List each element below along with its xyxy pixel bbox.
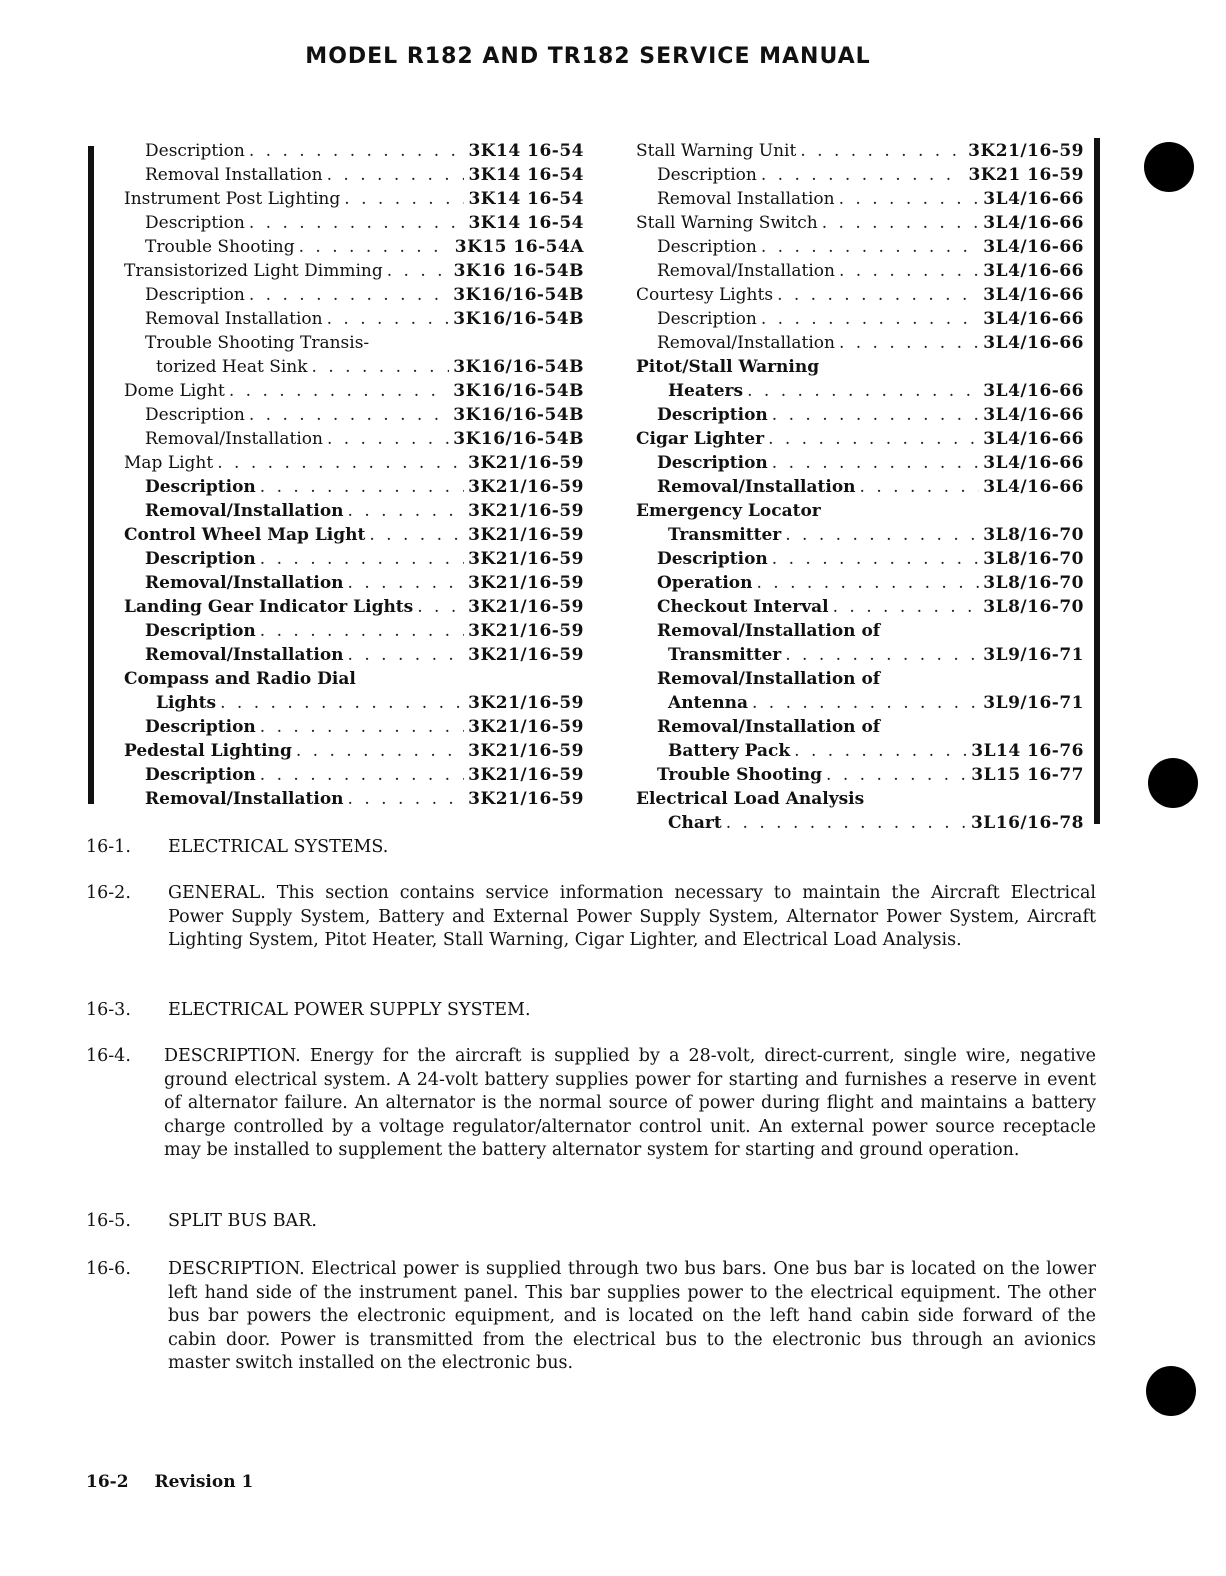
toc-entry-page-ref: 3K21/16-59 xyxy=(468,741,584,761)
leader-dots xyxy=(249,211,465,235)
toc-entry xyxy=(636,355,1084,379)
toc-entry xyxy=(124,499,584,523)
toc-entry-title: Description xyxy=(145,477,256,497)
toc-entry xyxy=(124,667,584,691)
toc-entry-page-ref: 3L4/16-66 xyxy=(983,453,1084,473)
toc-entry-title: Removal/Installation xyxy=(657,261,835,281)
toc-entry-page-ref: 3L8/16-70 xyxy=(983,525,1084,545)
toc-entry-page-ref: 3K21/16-59 xyxy=(468,573,584,593)
toc-entry xyxy=(124,259,584,283)
leader-dots xyxy=(794,739,967,763)
toc-entry xyxy=(124,235,584,259)
leader-dots xyxy=(747,379,979,403)
toc-entry-page-ref: 3L4/16-66 xyxy=(983,213,1084,233)
toc-entry-page-ref: 3L9/16-71 xyxy=(983,645,1084,665)
toc-entry xyxy=(636,523,1084,547)
toc-entry xyxy=(636,499,1084,523)
toc-entry xyxy=(124,763,584,787)
toc-entry xyxy=(124,355,584,379)
toc-entry-page-ref: 3L14 16-76 xyxy=(971,741,1084,761)
section-number: 16-6. xyxy=(86,1259,131,1279)
toc-entry-page-ref: 3K21/16-59 xyxy=(468,453,584,473)
toc-entry-page-ref: 3K14 16-54 xyxy=(468,141,584,161)
toc-entry-title: Cigar Lighter xyxy=(636,429,765,449)
toc-entry-page-ref: 3K16/16-54B xyxy=(453,381,584,401)
toc-entry-title: Description xyxy=(657,405,768,425)
section-16-4 xyxy=(86,1045,1096,1163)
leader-dots xyxy=(217,451,464,475)
toc-entry xyxy=(636,307,1084,331)
toc-entry-page-ref: 3K16/16-54B xyxy=(453,429,584,449)
toc-entry-title: Description xyxy=(145,285,245,305)
toc-entry xyxy=(636,163,1084,187)
toc-entry xyxy=(124,619,584,643)
toc-entry-title: Removal/Installation xyxy=(145,645,344,665)
toc-entry xyxy=(124,283,584,307)
leader-dots xyxy=(772,403,980,427)
revision-label: Revision 1 xyxy=(154,1472,254,1492)
leader-dots xyxy=(387,259,450,283)
toc-entry-title: Description xyxy=(145,549,256,569)
toc-entry-page-ref: 3K16/16-54B xyxy=(453,405,584,425)
toc-entry-title: Removal/Installation xyxy=(145,573,344,593)
section-16-2 xyxy=(86,882,1096,953)
leader-dots xyxy=(299,235,451,259)
toc-entry-page-ref: 3K21/16-59 xyxy=(468,525,584,545)
toc-entry-title: Removal Installation xyxy=(145,165,323,185)
toc-left-column xyxy=(124,139,584,811)
toc-entry xyxy=(124,211,584,235)
leader-dots xyxy=(800,139,964,163)
leader-dots xyxy=(348,787,465,811)
toc-entry-page-ref: 3K14 16-54 xyxy=(468,165,584,185)
toc-entry-title: Removal/Installation xyxy=(145,429,323,449)
toc-entry-page-ref: 3K16/16-54B xyxy=(453,309,584,329)
leader-dots xyxy=(260,763,464,787)
toc-entry xyxy=(636,571,1084,595)
toc-entry xyxy=(636,283,1084,307)
toc-entry-title: Pitot/Stall Warning xyxy=(636,357,820,377)
toc-entry-page-ref: 3L4/16-66 xyxy=(983,285,1084,305)
leader-dots xyxy=(757,571,980,595)
toc-entry xyxy=(636,595,1084,619)
toc-entry-page-ref: 3K16 16-54B xyxy=(453,261,584,281)
toc-entry-page-ref: 3L4/16-66 xyxy=(983,309,1084,329)
toc-entry-title: Emergency Locator xyxy=(636,501,821,521)
toc-entry xyxy=(124,139,584,163)
toc-entry-page-ref: 3K15 16-54A xyxy=(454,237,584,257)
leader-dots xyxy=(249,283,449,307)
leader-dots xyxy=(417,595,464,619)
section-text: ELECTRICAL POWER SUPPLY SYSTEM. xyxy=(168,1000,531,1020)
toc-entry-page-ref: 3K16/16-54B xyxy=(453,357,584,377)
toc-entry-title: Dome Light xyxy=(124,381,225,401)
toc-entry xyxy=(124,403,584,427)
toc-entry xyxy=(636,475,1084,499)
section-text: GENERAL. This section contains service information necessary to maintain the Aircraft Electrical Power Supply System, Battery and External Power Supply System, Alternator Power System, Aircraft Lighting System, Pitot Heater, Stall Warning, Cigar Lighter, and Electrical Load Analysis. xyxy=(168,883,1096,951)
toc-entry xyxy=(636,763,1084,787)
toc-entry xyxy=(636,739,1084,763)
toc-entry xyxy=(636,331,1084,355)
section-16-5 xyxy=(86,1210,1096,1234)
toc-entry-title: Removal/Installation of xyxy=(657,669,881,689)
page-footer xyxy=(86,1472,279,1492)
toc-entry xyxy=(124,787,584,811)
section-number: 16-3. xyxy=(86,1000,131,1020)
toc-entry-page-ref: 3K21 16-59 xyxy=(968,165,1084,185)
toc-entry-page-ref: 3K14 16-54 xyxy=(468,213,584,233)
toc-entry-title: Trouble Shooting Transis- xyxy=(145,333,370,353)
leader-dots xyxy=(761,307,979,331)
section-number: 16-4. xyxy=(86,1046,131,1066)
toc-entry-title: Description xyxy=(657,549,768,569)
leader-dots xyxy=(839,187,980,211)
toc-entry-title: Description xyxy=(657,165,757,185)
section-number: 16-5. xyxy=(86,1211,131,1231)
toc-entry-title: Transmitter xyxy=(668,645,782,665)
toc-entry-page-ref: 3K21/16-59 xyxy=(468,477,584,497)
toc-entry-title: Operation xyxy=(657,573,753,593)
toc-entry-title: Chart xyxy=(668,813,722,833)
toc-entry-page-ref: 3L9/16-71 xyxy=(983,693,1084,713)
toc-entry-page-ref: 3L4/16-66 xyxy=(983,189,1084,209)
toc-entry-title: Description xyxy=(145,765,256,785)
toc-entry-page-ref: 3K14 16-54 xyxy=(468,189,584,209)
toc-entry xyxy=(636,379,1084,403)
toc-entry xyxy=(124,523,584,547)
toc-entry xyxy=(636,211,1084,235)
toc-entry-page-ref: 3L4/16-66 xyxy=(983,333,1084,353)
toc-entry-title: torized Heat Sink xyxy=(156,357,308,377)
toc-entry xyxy=(636,451,1084,475)
toc-entry xyxy=(124,643,584,667)
toc-entry-title: Description xyxy=(145,405,245,425)
toc-entry-title: Description xyxy=(657,237,757,257)
leader-dots xyxy=(785,643,979,667)
toc-entry-title: Trouble Shooting xyxy=(145,237,295,257)
page-number: 16-2 xyxy=(86,1472,129,1492)
leader-dots xyxy=(726,811,967,835)
toc-entry xyxy=(124,595,584,619)
leader-dots xyxy=(761,163,965,187)
toc-entry-page-ref: 3L4/16-66 xyxy=(983,405,1084,425)
toc-entry-title: Removal Installation xyxy=(657,189,835,209)
toc-entry-title: Antenna xyxy=(668,693,748,713)
leader-dots xyxy=(839,259,979,283)
toc-entry-page-ref: 3L15 16-77 xyxy=(971,765,1084,785)
toc-entry-title: Battery Pack xyxy=(668,741,791,761)
toc-entry-page-ref: 3L4/16-66 xyxy=(983,237,1084,257)
toc-entry-title: Removal/Installation xyxy=(145,501,344,521)
leader-dots xyxy=(312,355,450,379)
toc-entry-title: Transmitter xyxy=(668,525,782,545)
toc-entry-page-ref: 3K21/16-59 xyxy=(468,597,584,617)
toc-entry xyxy=(636,715,1084,739)
toc-entry xyxy=(636,403,1084,427)
punch-hole-2 xyxy=(1148,758,1198,808)
toc-entry-title: Control Wheel Map Light xyxy=(124,525,366,545)
toc-entry-page-ref: 3K21/16-59 xyxy=(968,141,1084,161)
change-bar-left xyxy=(88,146,94,804)
leader-dots xyxy=(772,451,980,475)
leader-dots xyxy=(344,187,464,211)
toc-entry xyxy=(124,163,584,187)
section-16-6 xyxy=(86,1258,1096,1376)
toc-entry xyxy=(636,139,1084,163)
toc-entry-title: Removal/Installation of xyxy=(657,717,881,737)
toc-entry-page-ref: 3K21/16-59 xyxy=(468,645,584,665)
section-number: 16-2. xyxy=(86,883,131,903)
leader-dots xyxy=(327,307,450,331)
toc-entry-page-ref: 3L4/16-66 xyxy=(983,429,1084,449)
toc-entry xyxy=(124,379,584,403)
section-text: DESCRIPTION. Electrical power is supplied through two bus bars. One bus bar is located on the lower left hand side of the instrument panel. This bar supplies power to the electrical equipment. The other bus bar powers the electronic equipment, and is located on the left hand cabin side forward of the cabin door. Power is transmitted from the electrical bus to the electronic bus through an avionics master switch installed on the electronic bus. xyxy=(168,1259,1096,1374)
leader-dots xyxy=(348,643,465,667)
toc-entry xyxy=(636,427,1084,451)
leader-dots xyxy=(772,547,980,571)
leader-dots xyxy=(348,571,465,595)
toc-right-column xyxy=(636,139,1084,835)
change-bar-right xyxy=(1094,138,1100,824)
section-16-3 xyxy=(86,999,1096,1023)
toc-entry-title: Description xyxy=(145,141,245,161)
toc-entry-page-ref: 3L16/16-78 xyxy=(970,813,1084,833)
leader-dots xyxy=(249,403,449,427)
leader-dots xyxy=(860,475,980,499)
leader-dots xyxy=(260,547,464,571)
toc-entry xyxy=(636,235,1084,259)
leader-dots xyxy=(785,523,979,547)
leader-dots xyxy=(260,715,464,739)
leader-dots xyxy=(348,499,465,523)
toc-entry-page-ref: 3K16/16-54B xyxy=(453,285,584,305)
section-16-1 xyxy=(86,836,1096,860)
leader-dots xyxy=(822,211,980,235)
toc-entry xyxy=(124,715,584,739)
toc-entry-page-ref: 3L8/16-70 xyxy=(983,597,1084,617)
toc-entry-title: Trouble Shooting xyxy=(657,765,823,785)
leader-dots xyxy=(752,691,979,715)
toc-entry-page-ref: 3K21/16-59 xyxy=(468,765,584,785)
toc-entry-page-ref: 3L4/16-66 xyxy=(983,381,1084,401)
toc-entry-title: Description xyxy=(145,717,256,737)
leader-dots xyxy=(220,691,464,715)
toc-entry xyxy=(124,571,584,595)
leader-dots xyxy=(260,619,464,643)
toc-entry-title: Removal/Installation xyxy=(657,477,856,497)
toc-entry xyxy=(124,451,584,475)
leader-dots xyxy=(833,595,980,619)
toc-entry xyxy=(636,811,1084,835)
toc-entry xyxy=(124,187,584,211)
section-number: 16-1. xyxy=(86,837,131,857)
leader-dots xyxy=(327,427,449,451)
section-text: ELECTRICAL SYSTEMS. xyxy=(168,837,389,857)
leader-dots xyxy=(327,163,465,187)
toc-entry-page-ref: 3L8/16-70 xyxy=(983,549,1084,569)
toc-entry xyxy=(124,427,584,451)
toc-entry-title: Removal/Installation of xyxy=(657,621,881,641)
toc-entry-title: Removal/Installation xyxy=(657,333,835,353)
toc-entry xyxy=(636,691,1084,715)
section-text: SPLIT BUS BAR. xyxy=(168,1211,317,1231)
leader-dots xyxy=(761,235,979,259)
toc-entry-title: Description xyxy=(145,213,245,233)
toc-entry-title: Heaters xyxy=(668,381,744,401)
toc-entry-page-ref: 3K21/16-59 xyxy=(468,501,584,521)
toc-entry-title: Pedestal Lighting xyxy=(124,741,292,761)
toc-entry xyxy=(124,331,584,355)
punch-hole-1 xyxy=(1144,142,1194,192)
toc-entry-title: Removal Installation xyxy=(145,309,323,329)
toc-entry-title: Lights xyxy=(156,693,217,713)
leader-dots xyxy=(369,523,464,547)
toc-entry xyxy=(636,643,1084,667)
toc-entry xyxy=(124,475,584,499)
leader-dots xyxy=(229,379,449,403)
toc-entry-title: Checkout Interval xyxy=(657,597,829,617)
toc-entry xyxy=(124,307,584,331)
leader-dots xyxy=(839,331,979,355)
toc-entry-title: Landing Gear Indicator Lights xyxy=(124,597,414,617)
toc-entry-page-ref: 3K21/16-59 xyxy=(468,549,584,569)
leader-dots xyxy=(249,139,465,163)
toc-entry-title: Instrument Post Lighting xyxy=(124,189,341,209)
toc-entry-page-ref: 3L4/16-66 xyxy=(983,477,1084,497)
toc-entry xyxy=(636,259,1084,283)
leader-dots xyxy=(768,427,979,451)
toc-entry-title: Transistorized Light Dimming xyxy=(124,261,383,281)
page-title: MODEL R182 AND TR182 SERVICE MANUAL xyxy=(305,44,871,69)
leader-dots xyxy=(777,283,979,307)
section-text: DESCRIPTION. Energy for the aircraft is supplied by a 28-volt, direct-current, single wire, negative ground electrical system. A 24-volt battery supplies power for starting and furnishes a reserve in event of alternator failure. An alternator is the normal source of power during flight and maintains a battery charge controlled by a voltage regulator/alternator control unit. An external power source receptacle may be installed to supplement the battery alternator system for starting and ground operation. xyxy=(164,1046,1096,1161)
toc-entry-title: Map Light xyxy=(124,453,214,473)
toc-entry xyxy=(636,187,1084,211)
toc-entry xyxy=(636,547,1084,571)
toc-entry-title: Stall Warning Unit xyxy=(636,141,797,161)
toc-entry xyxy=(636,619,1084,643)
leader-dots xyxy=(826,763,967,787)
toc-entry-page-ref: 3K21/16-59 xyxy=(468,621,584,641)
leader-dots xyxy=(296,739,464,763)
leader-dots xyxy=(260,475,464,499)
toc-entry-title: Compass and Radio Dial xyxy=(124,669,356,689)
toc-entry xyxy=(636,667,1084,691)
toc-entry xyxy=(636,787,1084,811)
toc-entry-title: Description xyxy=(657,309,757,329)
toc-entry-title: Courtesy Lights xyxy=(636,285,774,305)
toc-entry-title: Electrical Load Analysis xyxy=(636,789,865,809)
toc-entry-page-ref: 3L8/16-70 xyxy=(983,573,1084,593)
toc-entry-title: Stall Warning Switch xyxy=(636,213,818,233)
toc-entry xyxy=(124,691,584,715)
toc-entry-title: Description xyxy=(145,621,256,641)
toc-entry-page-ref: 3K21/16-59 xyxy=(468,717,584,737)
toc-entry-page-ref: 3K21/16-59 xyxy=(468,693,584,713)
toc-entry-title: Description xyxy=(657,453,768,473)
toc-entry-page-ref: 3K21/16-59 xyxy=(468,789,584,809)
toc-entry-title: Removal/Installation xyxy=(145,789,344,809)
toc-entry-page-ref: 3L4/16-66 xyxy=(983,261,1084,281)
punch-hole-3 xyxy=(1146,1366,1196,1416)
toc-entry xyxy=(124,739,584,763)
toc-entry xyxy=(124,547,584,571)
